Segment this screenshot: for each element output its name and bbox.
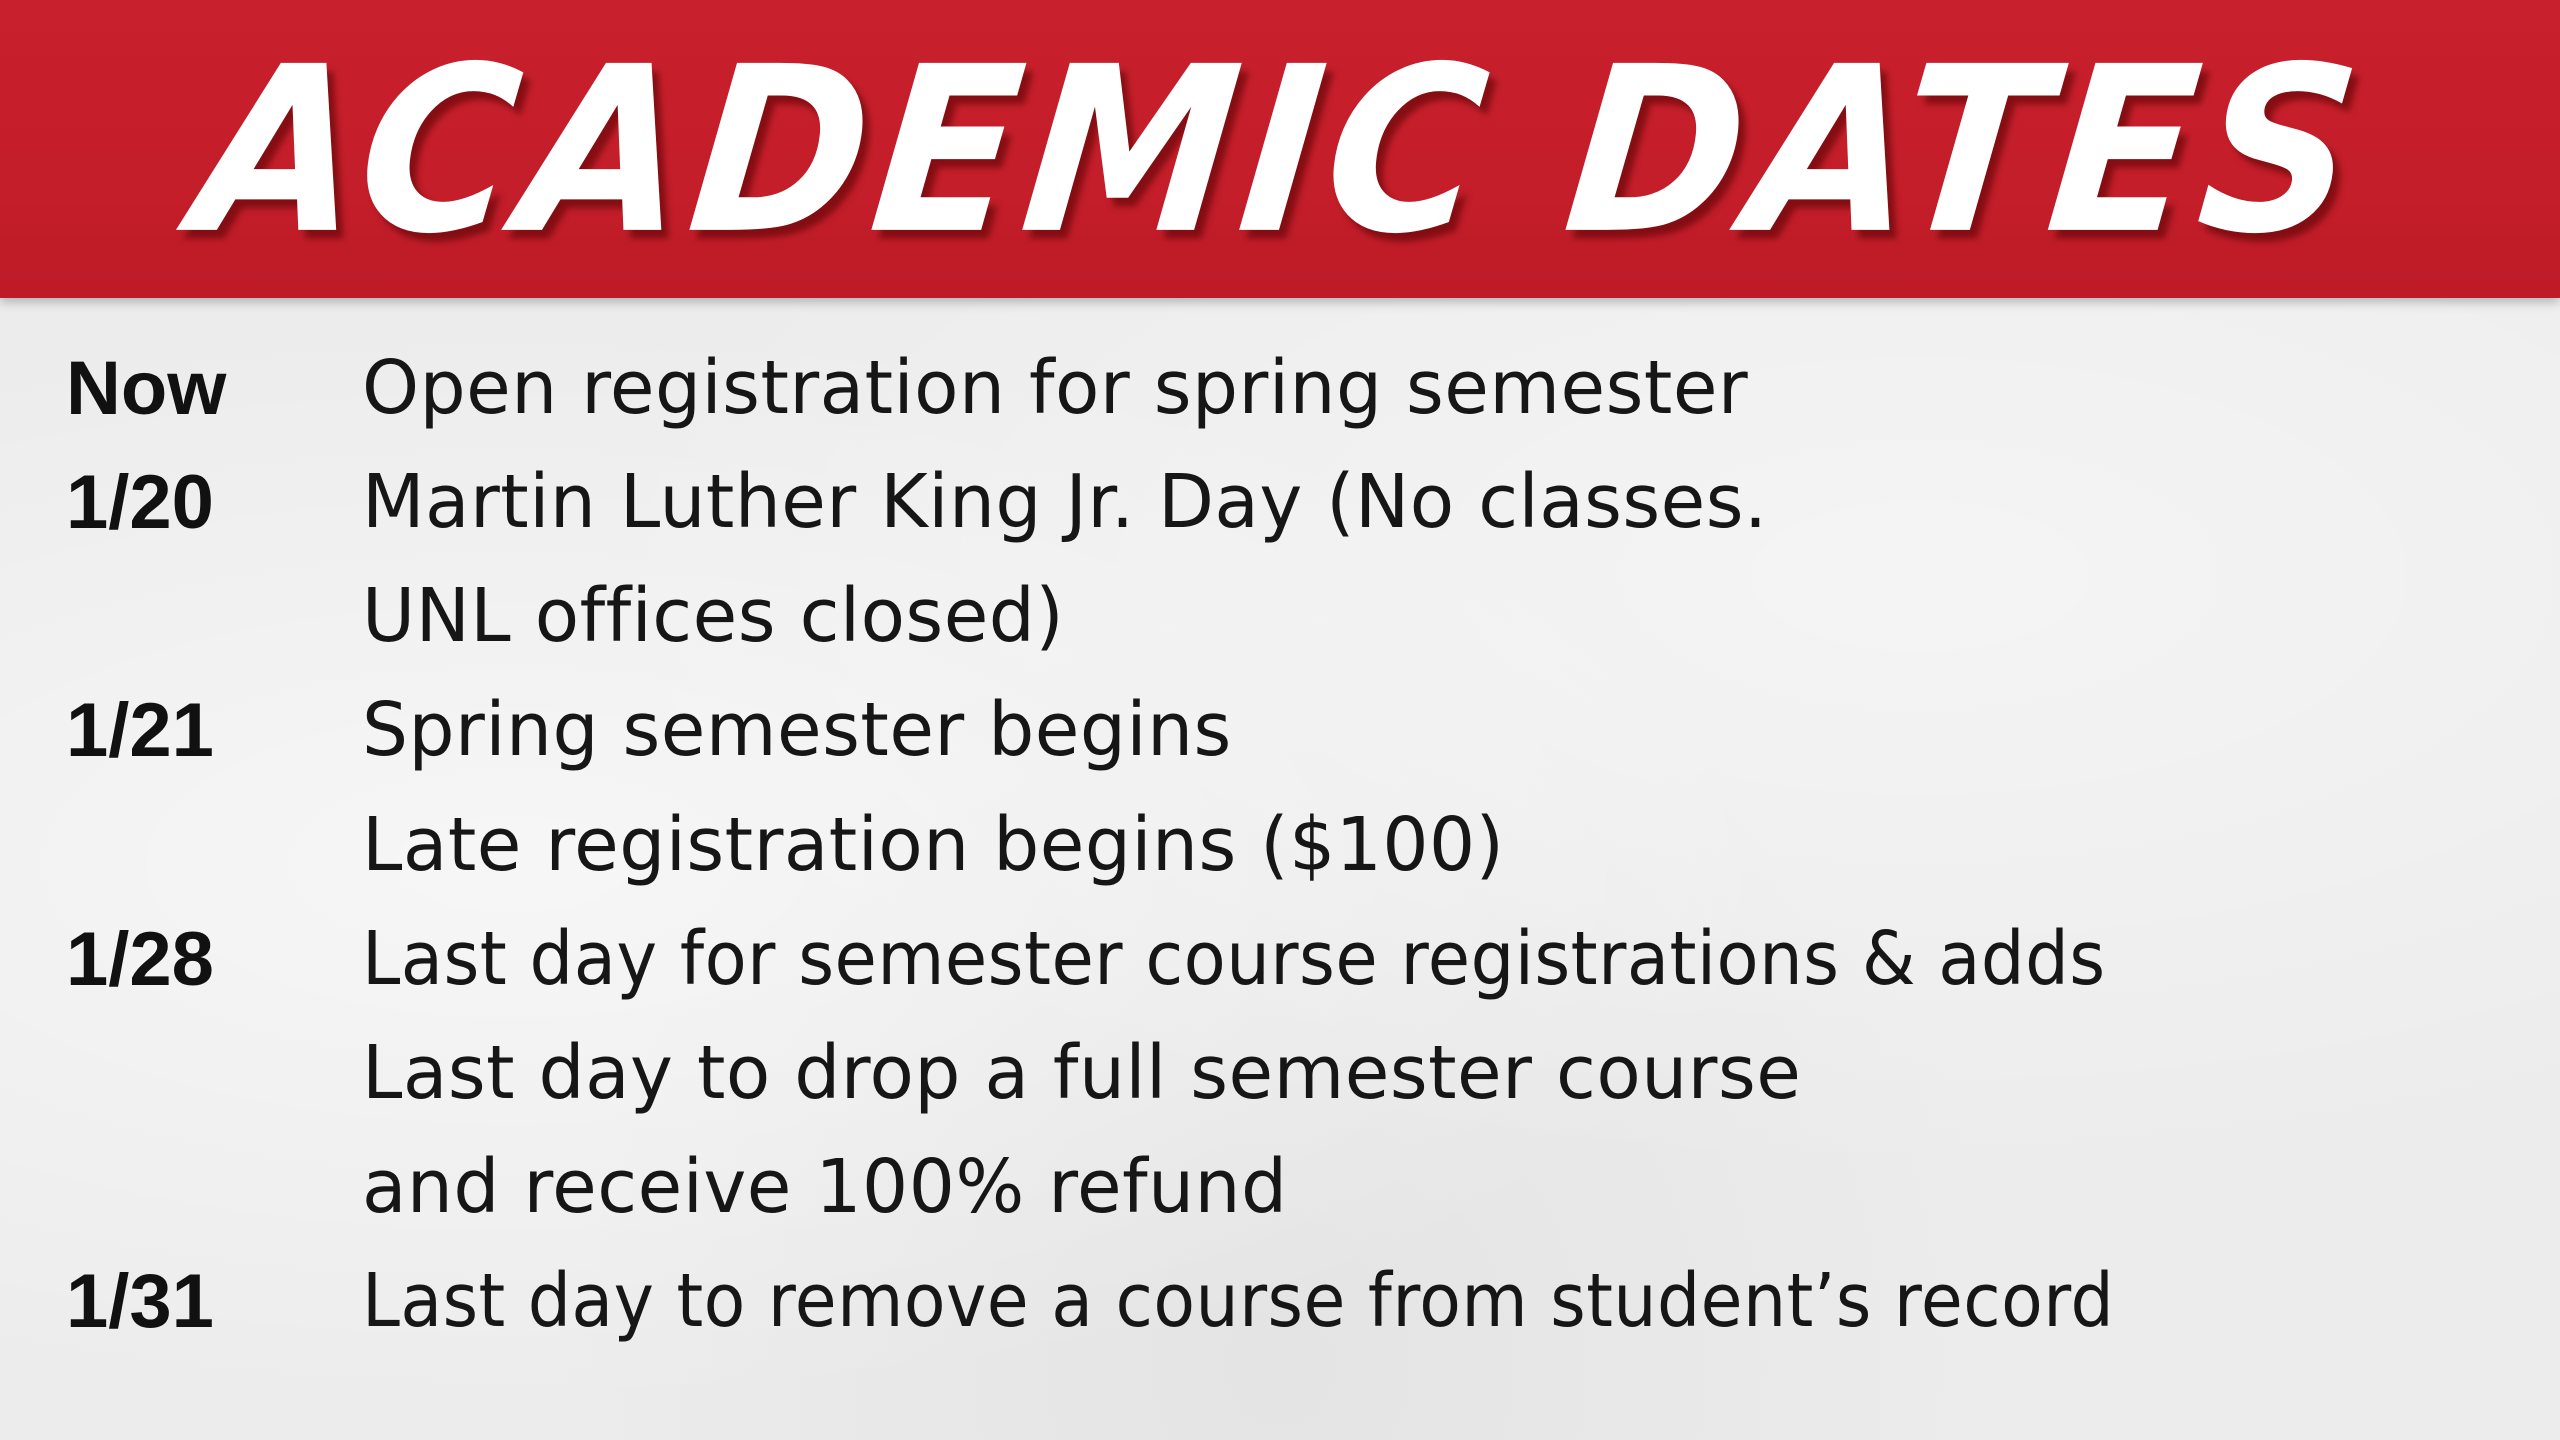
event-description: Open registration for spring semester: [362, 345, 1749, 431]
date-row: [0, 1016, 2560, 1131]
event-description: Last day for semester course registrations & adds: [362, 916, 2106, 1002]
event-description: Spring semester begins: [362, 687, 1232, 773]
date-label: 1/20: [66, 460, 214, 545]
date-row: [0, 673, 2560, 788]
date-row: [0, 1130, 2560, 1245]
date-row: [0, 1244, 2560, 1359]
date-label: Now: [66, 346, 227, 431]
page-title: ACADEMIC DATES: [184, 17, 2376, 284]
date-row: [0, 788, 2560, 903]
date-label: 1/28: [66, 917, 214, 1002]
date-label: 1/31: [66, 1259, 214, 1344]
date-row: [0, 559, 2560, 674]
date-row: [0, 902, 2560, 1017]
date-row: [0, 331, 2560, 446]
event-description: Late registration begins ($100): [362, 802, 1505, 888]
event-description: UNL offices closed): [362, 573, 1065, 659]
event-description: Martin Luther King Jr. Day (No classes.: [362, 459, 1768, 545]
event-description: Last day to drop a full semester course: [362, 1030, 1802, 1116]
event-description: and receive 100% refund: [362, 1144, 1288, 1230]
date-label: 1/21: [66, 688, 214, 773]
event-description: Last day to remove a course from student’s record: [362, 1258, 2115, 1344]
date-row: [0, 445, 2560, 560]
